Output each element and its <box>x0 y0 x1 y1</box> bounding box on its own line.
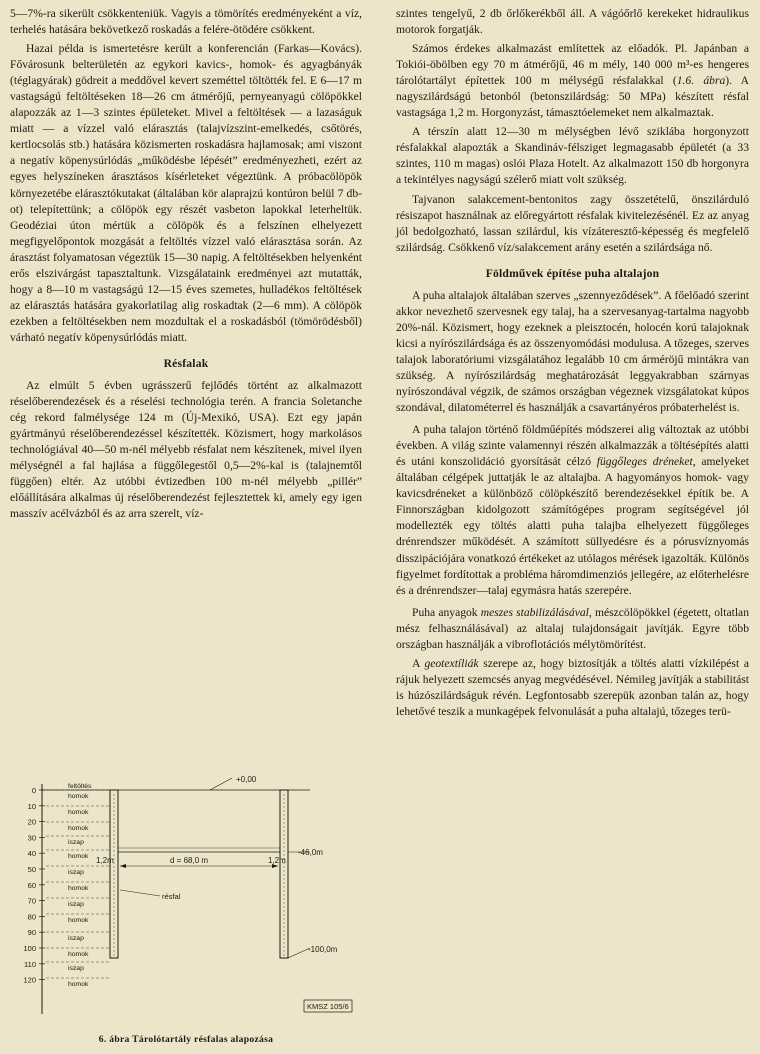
soil-layer-label: iszap <box>68 965 84 972</box>
paragraph: Puha anyagok meszes stabilizálásával, mészcölöpökkel (égetett, oltatlan mész felhasználásával) az altalaj tulajdonságait javítják. Egyre több országban használják a vibroflotációs mélytömörítést. <box>396 605 749 651</box>
soil-layer-label: iszap <box>68 901 84 908</box>
paragraph: 5—7%-ra sikerült csökkenteniük. Vagyis a tömörítés eredményeként a víz, terhelés hatására bekövetkező roskadás a felére-ötödére csökkent. <box>10 7 362 37</box>
paragraph: szintes tengelyű, 2 db őrlőkerékből áll. A vágóőrlő kerekeket hidraulikus motorok forgatják. <box>396 7 749 37</box>
section-heading: Földművek építése puha altalajon <box>485 266 660 280</box>
depth-tick-label: 50 <box>27 865 36 874</box>
paragraph: Az elmúlt 5 évben ugrásszerű fejlődés történt az alkalmazott réselőberendezések és a réselési technológia terén. A francia Soletanche cég rekord falmélysége 124 m (Új-Mexikó, USA). Ezt egy japán gyártmányú réselőberendezéssel készítették. Közismert, hogy markolásos technológiával 40—50 m-nél mélyebb résfalat nem készítenek, mivel ilyen mélységnél a fal hajlása a függőlegestől 0,5—2%-kal is (talajnemtől függően) eltér. Az utóbbi évtizedben 100 m-nél mélyebb „pillér” előállítására alkalmas új réselőberendezést fejlesztettek ki, amely egy igen masszív acélvázból és az arra szerelt, víz- <box>10 379 362 521</box>
depth-tick-label: 120 <box>23 975 36 985</box>
figure-drawing <box>10 772 362 1034</box>
depth-tick-label: 10 <box>27 801 36 811</box>
figure-tank-diaphragm-wall <box>10 772 362 1054</box>
depth-tick-label: 110 <box>24 959 36 969</box>
section-heading: Résfalak <box>163 356 209 370</box>
paragraph: A puha talajon történő földműépítés módszerei alig változtak az utóbbi években. A világ szinte valamennyi részén alkalmazzák a töltésépítés alatti és utáni konszolidáció gyorsítását célzó függőleges dréneket, amelyeket általában célgépek juttatják le az altalajba. A hagyományos homok- vagy kavicsdréneket a különböző cölöpkészítő berendezésekkel építik be. A Finnországban kidolgozott számítógépes program segítségével jól modellezték egy töltés alatti puha talajba elhelyezett függőleges drénrendszer működését. A számított süllyedésre és a pórusvíznyomás disszipációjára vonatkozó értékeket az utólagos mérések igazolták. Különös figyelmet fordítottak a probléma háromdimenziós jellegére, az előterhelésre és a drénrendszer—talaj egymásra hatás szerepére. <box>396 423 750 597</box>
wall-label: résfal <box>162 892 181 901</box>
leader-line <box>120 890 160 896</box>
paragraph: A térszín alatt 12—30 m mélységben lévő sziklába horgonyzott résfalakkal alapozták a Skandináv-félsziget legmagasabb épületét (a 33 szintes, 110 m magas) oslói Plaza Hotelt. Az alkalmazott 150 db horgonyra a tekintélyes nagyságú szélerő miatt volt szükség. <box>396 125 749 187</box>
soil-layer-label: feltöltés <box>68 783 92 790</box>
depth-tick-label: 40 <box>27 849 36 859</box>
depth-tick-label: 60 <box>27 880 36 890</box>
depth-tick-label: 30 <box>27 833 36 843</box>
right-column <box>396 6 749 723</box>
wall-thickness-right: 1,2m <box>268 856 286 865</box>
depth-tick-label: 0 <box>31 786 36 795</box>
paragraph: A puha altalajok általában szerves „szennyeződések”. A főelőadó szerint akkor nevezhető szervesnek egy talaj, ha a szervesanyag-tartalma nagyobb 20%-nál. Közismert, hogy ezeknek a pleisztocén, holocén korú talajoknak kicsi a nyírószilárdsága és az összenyomódási modulusa. A tőzeges, szerves talajok laboratóriumi vizsgálatához legalább 10 cm árméröjű mintákra van szükség. A nyírószilárdság meghatározását leggyakrabban szárnyas nyírószondával végzik, de számos országban végeznek vizsgálatokat kúpos szondával, dilatométerrel és használják a csavartányéros próbaterhelést is. <box>396 288 749 415</box>
wall-thickness-left: 1,2m <box>96 856 114 865</box>
depth-tick-label: 20 <box>27 817 36 827</box>
leader-line <box>288 948 310 958</box>
soil-layer-label: homok <box>68 853 89 860</box>
soil-layer-label: homok <box>68 793 89 800</box>
label-mid: -46,0m <box>298 848 323 857</box>
arrow-left <box>120 864 126 868</box>
depth-tick-label: 80 <box>27 912 36 922</box>
depth-tick-label: 70 <box>27 896 36 906</box>
left-column <box>10 6 362 525</box>
soil-layer-label: homok <box>68 981 89 988</box>
depth-tick-label: 100 <box>23 944 36 953</box>
paragraph: Tajvanon salakcement-bentonitos zagy összetételű, önszilárduló résiszapot használnak az előregyártott résfalak kivitelezésénél. Ez az anyag jól bedolgozható, lassan szilárdul, kis vízáteresztő-képesség és megfelelő szilárdság. Csökkenő víz/salakcement arány esetén a szilárdsága nő. <box>396 192 749 254</box>
soil-layers <box>46 783 110 988</box>
label-bottom: -100,0m <box>308 945 338 954</box>
soil-layer-label: homok <box>68 917 89 924</box>
figure-caption: 6. ábra Tárolótartály résfalas alapozása <box>98 1034 274 1045</box>
soil-layer-label: iszap <box>68 935 84 942</box>
soil-layer-label: homok <box>68 825 89 832</box>
soil-layer-label: homok <box>68 885 89 892</box>
stamp-text: KMSZ 105/6 <box>307 1002 349 1011</box>
soil-layer-label: homok <box>68 809 89 816</box>
paragraph: Számos érdekes alkalmazást említettek az előadók. Pl. Japánban a Tokiói-öbölben egy 70 m átmérőjű, 46 m mély, 140 000 m³-es hengeres tárolótartályt építettek 100 m mélységű résfalakkal (1.6. ábra). A nagyszilárdságú betonból (betonszilárdság: 50 MPa) készített résfal vastagsága 1,2 m. Horgonyzást, támasztóelemeket nem alkalmaztak. <box>396 42 749 120</box>
diameter-label: d = 68,0 m <box>170 856 209 865</box>
paragraph: A geotextíliák szerepe az, hogy biztosítják a töltés alatti vízkilépést a rájuk helyezett szemcsés anyag megvédésével. Némileg javítják a stabilitást is húzószilárdságuk révén. Legfontosabb szerepük azonban talán az, hogy lehetővé teszik a munkagépek felvonulását a puha altalajú, tőzeges terü- <box>396 656 750 718</box>
soil-layer-label: homok <box>68 951 89 958</box>
depth-tick-label: 90 <box>27 928 36 938</box>
leader-line <box>210 778 232 790</box>
soil-layer-label: iszap <box>68 839 84 846</box>
soil-layer-label: iszap <box>68 869 84 876</box>
label-top: +0,00 <box>236 775 257 784</box>
paragraph: Hazai példa is ismertetésre került a konferencián (Farkas—Kovács). Fővárosunk belterületén az egykori kavics-, homok- és agyagbányák (téglagyárak) gödreit a meddővel kevert szeméttel töltötték fel. E 6—17 m vastagságú feltöltéseken 18—26 cm átmérőjű, pernyeanyagú cölöpökkel alapozzák az 1—3 szintes épületeket. Mivel a feltöltések — a lazaságuk miatt — a vízzel való elárasztás (talajvízszint-emelkedés, csőtörés, kertlocsolás stb.) hatására közismerten roskadásra hajlamosak; ami viszont a negatív köpenysúrlódás „működésbe lépését” eredményezheti, ezért az egyes helyszíneken árasztásos kísérleteket végeztünk. A próbacölöpök környezetébe elárasztókutakat (általában kör alaprajzú kontúron belül 7 db-ot) telepítettünk; a cölöpök egy részét vasbeton lapokkal leterheltük. Geodéziai úton mértük a cölöpök és a felszínen elhelyezett megfigyelőpontok mozgását a feltöltés vízzel való elárasztása során. Az árasztást folyamatosan végeztük 15—30 napig. A feltöltésekben helyenként erős elszivárgást tapasztaltunk. Vizsgálataink eredményei azt mutatták, hogy a 8—10 m vastagságú 12—15 éves szemetes, hulladékos feltöltések az elárasztás hatására gyakorlatilag alig roskadtak (2—6 mm). A cölöpök ezekben a feltöltésekben nem mozdultak el a roskadásból (tömörödésből) várható negatív köpenysúrlódás miatt. <box>10 42 362 344</box>
